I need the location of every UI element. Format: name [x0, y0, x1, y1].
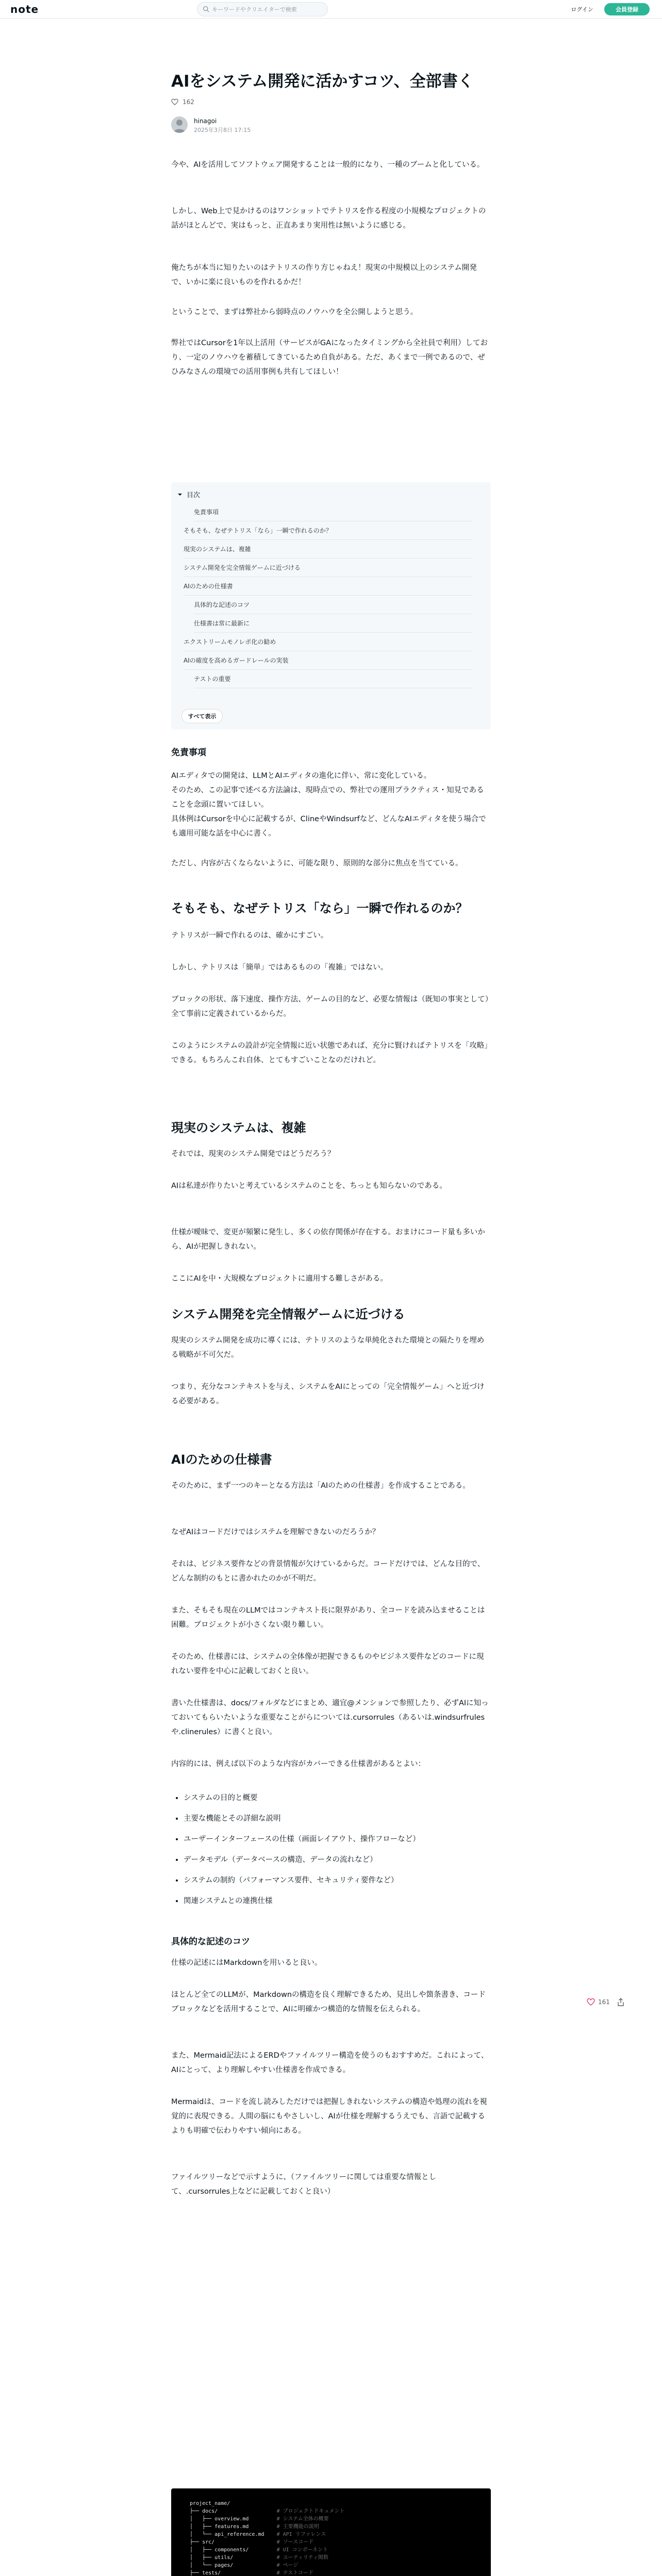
code-text: │ ├── overview.md: [190, 2516, 277, 2522]
paragraph: AIエディタでの開発は、LLMとAIエディタの進化に伴い、常に変化している。: [171, 772, 432, 780]
code-line: [190, 2523, 472, 2531]
paragraph: ここにAIを中・大規模なプロジェクトに適用する難しさがある。: [171, 1275, 388, 1283]
toc-title: 目次: [187, 492, 201, 499]
paragraph: ほとんど全てのLLMが、Markdownの構造を良く理解できるため、見出しや箇条書き、コードブロックなどを活用することで、AIに明確かつ構造的な情報を伝えられる。: [171, 1991, 486, 2013]
toc-item[interactable]: 現実のシステムは、複雑: [184, 540, 472, 558]
search-box[interactable]: [197, 2, 328, 16]
paragraph: 具体例はCursorを中心に記載するが、ClineやWindsurfなど、どんなAIエディタを使う場合でも適用可能な話を中心に書く。: [171, 815, 486, 838]
code-text: │ └── api_reference.md: [190, 2532, 277, 2537]
article: [171, 70, 491, 2196]
paragraph: そのために、まず一つのキーとなる方法は「AIのための仕様書」を作成することである。: [171, 1482, 470, 1490]
code-comment: # システム全体の概要: [276, 2516, 329, 2522]
paragraph: ブロックの形状、落下速度、操作方法、ゲームの目的など、必要な情報は（既知の事実として）全て事前に定義されているからだ。: [171, 995, 489, 1018]
code-line: [190, 2507, 472, 2515]
login-button[interactable]: ログイン: [566, 4, 598, 15]
paragraph: そのため、この記事で述べる方法論は、現時点での、弊社での運用プラクティス・知見であることを念頭に置いてほしい。: [171, 786, 484, 809]
heart-icon[interactable]: [587, 1998, 595, 2006]
list-item: • ユーザーインターフェースの仕様（画面レイアウト、操作フローなど）: [184, 1832, 491, 1846]
list-item: • 主要な機能とその詳細な説明: [184, 1811, 491, 1826]
code-text: │ ├── features.md: [190, 2524, 277, 2530]
intro-paragraph: 弊社ではCursorを1年以上活用（サービスがGAになったタイミングから全社員で利用）しており、一定のノウハウを蓄積してきているため自負がある。ただ、あくまで一例であるので、ぜひみなさんの環境での活用事例も共有してほしい！: [171, 339, 488, 376]
paragraph: つまり、充分なコンテキストを与え、システムをAIにとっての「完全情報ゲーム」へと近づける必要がある。: [171, 1383, 485, 1405]
code-comment: # API リファレンス: [276, 2532, 326, 2537]
code-comment: # テストコード: [276, 2570, 313, 2576]
paragraph: AIは私達が作りたいと考えているシステムのことを、ちっとも知らないのである。: [171, 1182, 447, 1190]
heart-icon[interactable]: [171, 98, 178, 106]
code-line: [190, 2500, 472, 2507]
floating-actions: [587, 1998, 624, 2006]
toc-item[interactable]: テストの重要: [194, 670, 472, 688]
toc-item[interactable]: 仕様書は常に最新に: [194, 614, 472, 633]
author-name[interactable]: hinagoi: [194, 117, 217, 125]
paragraph: このようにシステムの設計が完全情報に近い状態であれば、充分に賢ければテトリスを「攻略」できる。もちろんこれ自体、とてもすごいことなのだけれど。: [171, 1042, 488, 1064]
spec-bullet-list: [184, 1791, 491, 1914]
paragraph: テトリスが一瞬で作れるのは、確かにすごい。: [171, 931, 328, 940]
section-heading: AIのための仕様書: [171, 1452, 272, 1467]
code-text: ├── tests/: [190, 2570, 277, 2576]
chevron-down-icon: [177, 492, 183, 497]
share-icon[interactable]: [617, 1998, 624, 2006]
author-info: [171, 116, 377, 135]
list-item: • データモデル（データベースの構造、データの流れなど）: [184, 1853, 491, 1867]
code-comment: # UI コンポーネント: [276, 2547, 328, 2553]
intro-paragraph: 今や、AIを活用してソフトウェア開発することは一般的になり、一種のブームと化している。: [171, 161, 485, 169]
toc-item[interactable]: そもそも、なぜテトリス「なら」一瞬で作れるのか？: [184, 521, 472, 540]
code-text: │ ├── components/: [190, 2547, 277, 2553]
toc-item[interactable]: AIの確度を高めるガードレールの実装: [184, 651, 472, 670]
site-header: [0, 0, 662, 19]
like-row: [171, 98, 194, 106]
intro-paragraph: しかし、Web上で見かけるのはワンショットでテトリスを作る程度の小規模なプロジェクトの話がほとんどで、実はもっと、正直あまり実用性は無いように感じる。: [171, 207, 486, 230]
section-heading: システム開発を完全情報ゲームに近づける: [171, 1307, 405, 1321]
like-count: 162: [183, 98, 194, 106]
article-title: AIをシステム開発に活かすコツ、全部書く: [171, 72, 474, 91]
code-line: [190, 2515, 472, 2523]
section-heading: 具体的な記述のコツ: [171, 1937, 250, 1947]
code-line: [190, 2546, 472, 2554]
paragraph: 内容的には、例えば以下のような内容がカバーできる仕様書があるとよい：: [171, 1760, 425, 1768]
code-text: ├── docs/: [190, 2509, 277, 2514]
paragraph: ファイルツリーなどで示すように、（ファイルツリーに関しては重要な情報として、.cursorrules上などに記載しておくと良い）: [171, 2173, 437, 2196]
paragraph: 仕様の記述にはMarkdownを用いると良い。: [171, 1959, 322, 1967]
signup-button[interactable]: 会員登録: [604, 3, 650, 15]
intro-paragraph: ということで、まずは弊社から弱時点のノウハウを全公開しようと思う。: [171, 308, 418, 316]
paragraph: しかし、テトリスは「簡単」ではあるものの「複雑」ではない。: [171, 963, 388, 972]
list-item: • システムの目的と概要: [184, 1791, 491, 1805]
avatar[interactable]: [171, 116, 188, 133]
paragraph: それは、ビジネス要件などの背景情報が欠けているからだ。コードだけでは、どんな目的で、どんな制約のもとに書かれたのかが不明だ。: [171, 1560, 485, 1583]
code-comment: # 主要機能の説明: [276, 2524, 319, 2530]
code-text: │ ├── utils/: [190, 2555, 277, 2561]
section-heading: そもそも、なぜテトリス「なら」一瞬で作れるのか？: [171, 901, 468, 916]
note-logo[interactable]: note: [10, 3, 39, 15]
table-of-contents: [171, 482, 491, 730]
toc-toggle[interactable]: [177, 489, 200, 499]
paragraph: Mermaidは、コードを流し読みしただけでは把握しきれないシステムの構造や処理の流れを視覚的に表現できる。人間の脳にもやさしいし、AIが仕様を理解するうえでも、言語で記載するよりも明確で伝わりやすい傾向にある。: [171, 2098, 487, 2135]
paragraph: 仕様が曖昧で、変更が頻繁に発生し、多くの依存関係が存在する。おまけにコード量も多いから、AIが把握しきれない。: [171, 1228, 485, 1251]
toc-show-all-button[interactable]: すべて表示: [181, 709, 223, 723]
section-heading: 現実のシステムは、複雑: [171, 1121, 306, 1135]
paragraph: そのため、仕様書には、システムの全体像が把握できるものやビジネス要件などのコードに現れない要件を中心に記載しておくと良い。: [171, 1653, 484, 1675]
toc-item[interactable]: システム開発を完全情報ゲームに近づける: [184, 558, 472, 577]
paragraph: ただし、内容が古くならないように、可能な限り、原則的な部分に焦点を当てている。: [171, 859, 463, 868]
code-comment: # ユーティリティ関数: [276, 2555, 328, 2561]
code-comment: # プロジェクトドキュメント: [276, 2509, 345, 2514]
paragraph: それでは、現実のシステム開発ではどうだろう？: [171, 1150, 335, 1158]
code-line: [190, 2554, 472, 2562]
toc-item[interactable]: 具体的な記述のコツ: [194, 596, 472, 614]
code-line: [190, 2562, 472, 2569]
code-line: [190, 2531, 472, 2538]
toc-item[interactable]: エクストリームモノレポ化の勧め: [184, 633, 472, 651]
paragraph: 書いた仕様書は、docs/フォルダなどにまとめ、適宜@メンションで参照したり、必ずAIに知っておいてもらいたいような重要なことがらについては.cursorrules（あるいは.windsurfrulesや.clinerules）に書くと良い。: [171, 1699, 489, 1736]
code-text: │ └── pages/: [190, 2563, 277, 2568]
code-comment: # ページ: [276, 2563, 299, 2568]
toc-item[interactable]: AIのための仕様書: [184, 577, 472, 596]
code-comment: # ソースコード: [276, 2539, 314, 2545]
paragraph: また、Mermaid記法によるERDやファイルツリー構造を使うのもおすすめだ。これによって、AIにとって、より理解しやすい仕様書を作成できる。: [171, 2052, 489, 2074]
toc-item[interactable]: 免責事項: [194, 503, 472, 521]
paragraph: なぜAIはコードだけではシステムを理解できないのだろうか？: [171, 1528, 380, 1536]
code-text: ├── src/: [190, 2539, 277, 2545]
search-icon: [203, 6, 209, 12]
search-input[interactable]: [212, 5, 320, 14]
intro-paragraph: 俺たちが本当に知りたいのはテトリスの作り方じゃねえ！現実の中規模以上のシステム開発で、いかに楽に良いものを作れるかだ！: [171, 264, 477, 286]
section-heading: 免責事項: [171, 748, 206, 758]
code-text: project_name/: [190, 2501, 277, 2506]
code-line: [190, 2538, 472, 2546]
code-line: [190, 2569, 472, 2576]
list-item: • システムの制約（パフォーマンス要件、セキュリティ要件など）: [184, 1873, 491, 1888]
paragraph: 現実のシステム開発を成功に導くには、テトリスのような単純化された環境との隔たりを埋める戦略が不可欠だ。: [171, 1336, 485, 1359]
file-tree-code-block: [171, 2488, 491, 2576]
paragraph: また、そもそも現在のLLMではコンテキスト長に限界があり、全コードを読み込ませることは困難。プロジェクトが小さくない限り難しい。: [171, 1606, 485, 1629]
post-date: 2025年3月8日 17:15: [194, 127, 251, 133]
list-item: • 関連システムとの連携仕様: [184, 1894, 491, 1908]
avatar-icon: [171, 116, 188, 133]
floating-like-count: 161: [598, 1998, 610, 2006]
